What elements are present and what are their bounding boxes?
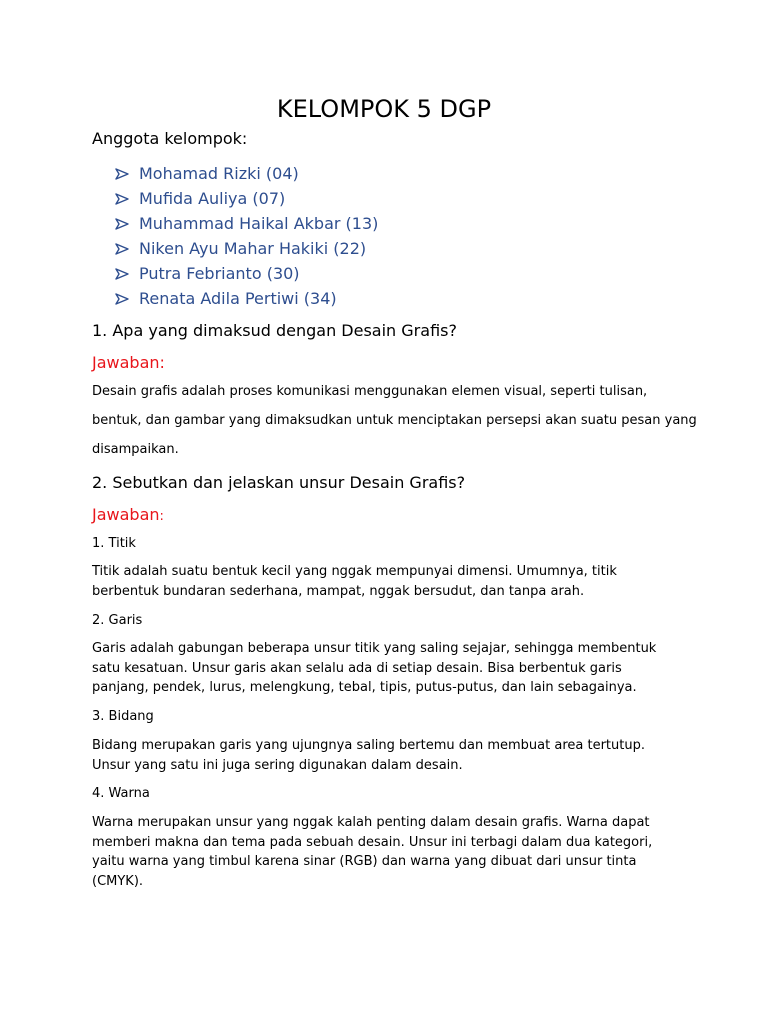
arrow-bullet-icon	[114, 191, 130, 207]
element-heading: 4. Warna	[92, 786, 150, 801]
answer-label-2-colon: :	[159, 509, 164, 524]
member-name: Mufida Auliya (07)	[139, 189, 286, 208]
member-item	[114, 188, 285, 210]
member-name: Renata Adila Pertiwi (34)	[139, 289, 337, 308]
answer-label-1: Jawaban:	[92, 353, 165, 372]
arrow-bullet-icon	[114, 216, 130, 232]
member-item	[114, 238, 366, 260]
element-heading: 1. Titik	[92, 536, 136, 551]
members-label: Anggota kelompok:	[92, 129, 248, 148]
answer-1-line: disampaikan.	[92, 442, 179, 457]
element-heading: 2. Garis	[92, 613, 143, 628]
element-description: Titik adalah suatu bentuk kecil yang nggak mempunyai dimensi. Umumnya, titik berbentuk bundaran sederhana, mampat, nggak bersudut, dan tanpa arah.	[92, 564, 617, 599]
element-description: Garis adalah gabungan beberapa unsur titik yang saling sejajar, sehingga membentuk satu kesatuan. Unsur garis akan selalu ada di setiap desain. Bisa berbentuk garis panjang, pendek, lurus, melengkung, tebal, tipis, putus-putus, dan lain sebagainya.	[92, 641, 657, 695]
arrow-bullet-icon	[114, 166, 130, 182]
answer-label-2-text: Jawaban	[92, 505, 160, 524]
member-item	[114, 288, 337, 310]
arrow-bullet-icon	[114, 266, 130, 282]
question-2: 2. Sebutkan dan jelaskan unsur Desain Grafis?	[92, 473, 466, 492]
member-item	[114, 263, 300, 285]
answer-1-line: bentuk, dan gambar yang dimaksudkan untuk menciptakan persepsi akan suatu pesan yang	[92, 413, 697, 428]
question-1: 1. Apa yang dimaksud dengan Desain Grafis?	[92, 321, 457, 340]
arrow-bullet-icon	[114, 291, 130, 307]
element-description: Warna merupakan unsur yang nggak kalah penting dalam desain grafis. Warna dapat memberi makna dan tema pada sebuah desain. Unsur ini terbagi dalam dua kategori, yaitu warna yang timbul karena sinar (RGB) dan warna yang dibuat dari unsur tinta (CMYK).	[92, 815, 653, 889]
arrow-bullet-icon	[114, 241, 130, 257]
member-item	[114, 163, 299, 185]
member-item	[114, 213, 378, 235]
answer-1-line: Desain grafis adalah proses komunikasi menggunakan elemen visual, seperti tulisan,	[92, 384, 648, 399]
member-name: Muhammad Haikal Akbar (13)	[139, 214, 379, 233]
member-name: Mohamad Rizki (04)	[139, 164, 299, 183]
answer-label-2	[92, 504, 164, 528]
element-description: Bidang merupakan garis yang ujungnya saling bertemu dan membuat area tertutup. Unsur yang satu ini juga sering digunakan dalam desain.	[92, 738, 645, 773]
element-heading: 3. Bidang	[92, 709, 154, 724]
document-title: KELOMPOK 5 DGP	[276, 95, 492, 123]
member-name: Putra Febrianto (30)	[139, 264, 300, 283]
member-name: Niken Ayu Mahar Hakiki (22)	[139, 239, 367, 258]
